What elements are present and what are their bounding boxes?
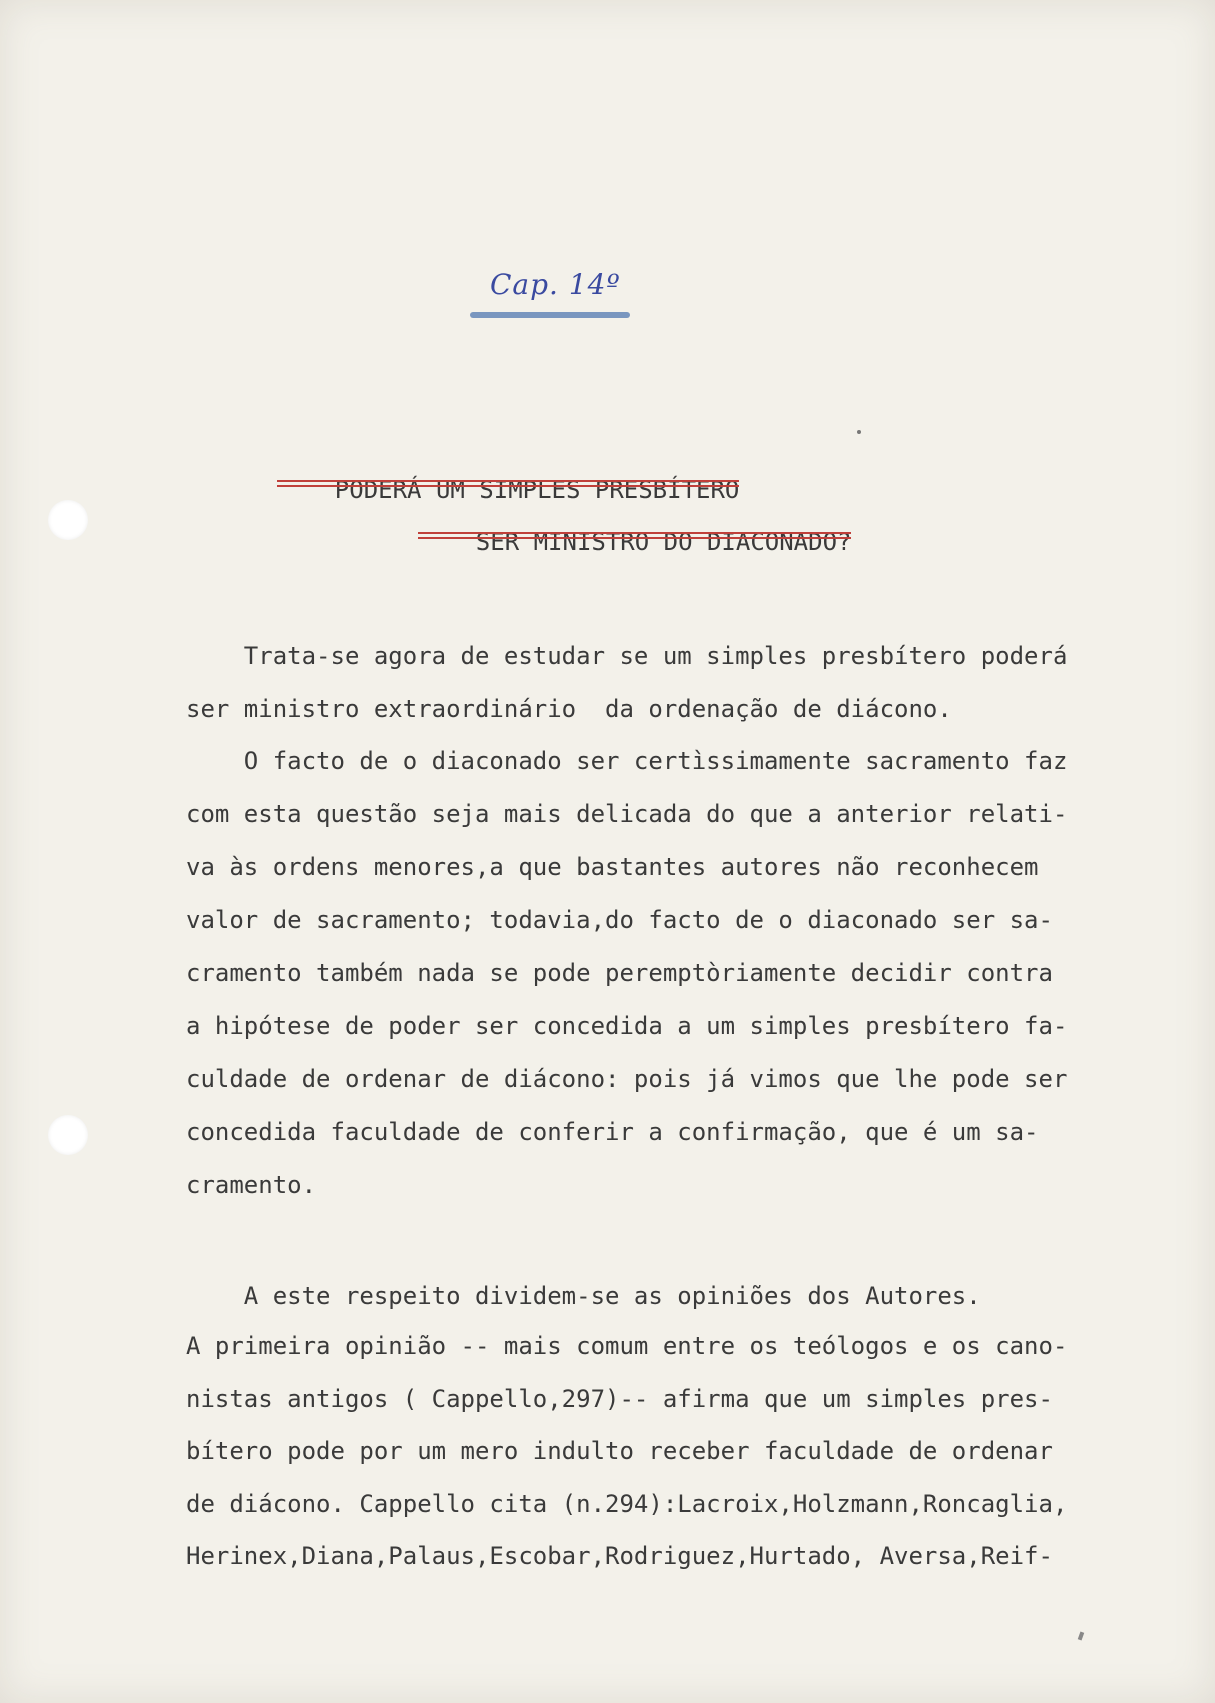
text-line: Trata-se agora de estudar se um simples presbítero poderá xyxy=(186,642,1068,670)
text-line: ser ministro extraordinário da ordenação de diácono. xyxy=(186,695,952,723)
text-line: concedida faculdade de conferir a confirmação, que é um sa- xyxy=(186,1118,1039,1146)
text-line: nistas antigos ( Cappello,297)-- afirma que um simples pres- xyxy=(186,1385,1053,1413)
title-underline xyxy=(418,532,851,534)
text-line: valor de sacramento; todavia,do facto de o diaconado ser sa- xyxy=(186,906,1053,934)
title-line-2-text: SER MINISTRO DO DIACONADO? xyxy=(475,528,852,556)
text-line: bítero pode por um mero indulto receber faculdade de ordenar xyxy=(186,1437,1053,1465)
text-line: cramento. xyxy=(186,1171,317,1199)
text-line: va às ordens menores,a que bastantes autores não reconhecem xyxy=(186,853,1039,881)
text-line: Herinex,Diana,Palaus,Escobar,Rodriguez,Hurtado, Aversa,Reif- xyxy=(186,1542,1053,1570)
text-line: de diácono. Cappello cita (n.294):Lacroix,Holzmann,Roncaglia, xyxy=(186,1490,1068,1518)
text-line: culdade de ordenar de diácono: pois já vimos que lhe pode ser xyxy=(186,1065,1068,1093)
text-line: A primeira opinião -- mais comum entre os teólogos e os cano- xyxy=(186,1332,1068,1360)
ink-mark xyxy=(1078,1632,1084,1641)
binder-hole-bottom xyxy=(48,1115,88,1155)
title-line-2 xyxy=(418,500,851,640)
title-underline xyxy=(418,537,851,539)
title-line-1-text: PODERÁ UM SIMPLES PRESBÍTERO xyxy=(334,476,740,504)
text-line: com esta questão seja mais delicada do que a anterior relati- xyxy=(186,800,1068,828)
text-line: A este respeito dividem-se as opiniões dos Autores. xyxy=(186,1282,981,1310)
title-underline xyxy=(277,485,739,487)
text-line: cramento também nada se pode peremptòriamente decidir contra xyxy=(186,959,1053,987)
chapter-mark: Cap. 14º xyxy=(490,268,621,301)
ink-speck xyxy=(857,430,861,434)
text-line: O facto de o diaconado ser certìssimamente sacramento faz xyxy=(186,747,1068,775)
text-line: a hipótese de poder ser concedida a um simples presbítero fa- xyxy=(186,1012,1068,1040)
binder-hole-top xyxy=(48,500,88,540)
title-underline xyxy=(277,480,739,482)
chapter-underline xyxy=(470,312,630,318)
